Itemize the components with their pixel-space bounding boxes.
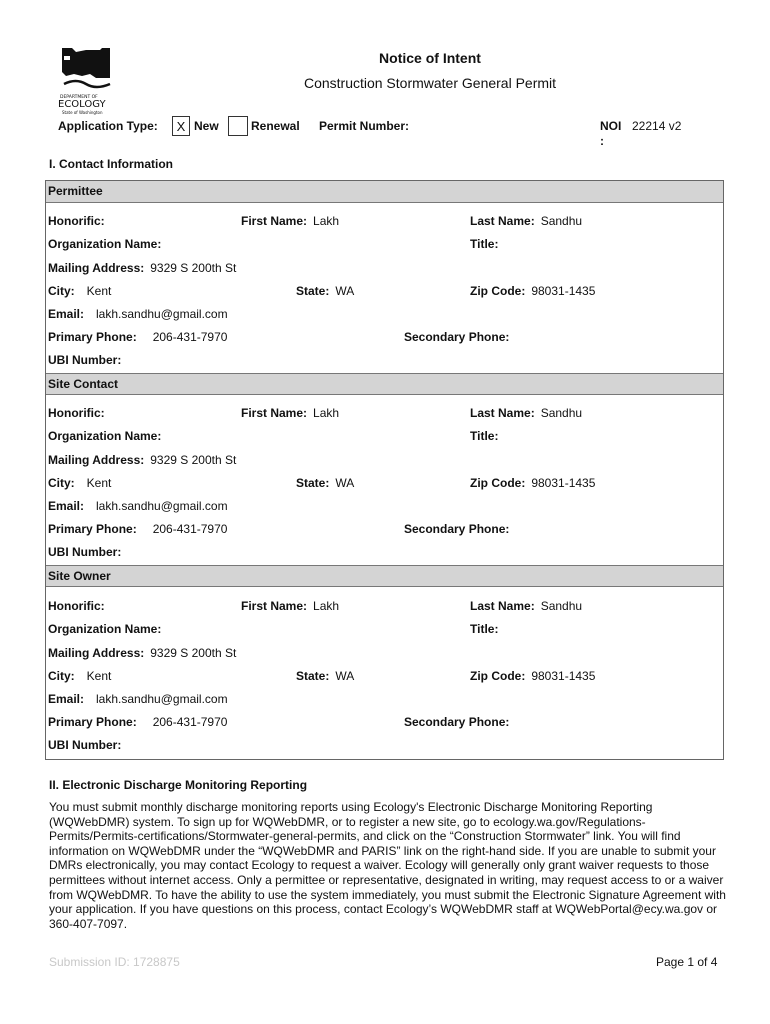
state-value: WA — [335, 669, 355, 683]
state-label: State: — [296, 669, 330, 683]
city-value: Kent — [86, 669, 112, 683]
city-label: City: — [48, 284, 75, 298]
last-name-label: Last Name: — [470, 214, 535, 228]
application-type-label: Application Type: — [58, 119, 158, 133]
mailing-address-field — [48, 261, 236, 275]
city-value: Kent — [86, 476, 112, 490]
secondary-phone-label: Secondary Phone: — [404, 330, 510, 344]
new-checkbox[interactable]: X — [172, 116, 190, 136]
city-field — [48, 284, 111, 298]
zip-code-value: 98031-1435 — [531, 284, 596, 298]
city-label: City: — [48, 669, 75, 683]
primary-phone-field — [48, 715, 227, 729]
city-value: Kent — [86, 284, 112, 298]
honorific-field — [48, 406, 111, 420]
svg-text:DEPARTMENT OF: DEPARTMENT OF — [60, 95, 98, 100]
section-edmr-title: II. Electronic Discharge Monitoring Reporting — [49, 778, 308, 792]
contact-group-site-contact — [46, 373, 723, 565]
city-field — [48, 476, 111, 490]
honorific-label: Honorific: — [48, 214, 105, 228]
first-name-label: First Name: — [241, 599, 308, 613]
contact-information-box — [45, 180, 724, 760]
first-name-field — [241, 599, 339, 613]
last-name-label: Last Name: — [470, 406, 535, 420]
primary-phone-label: Primary Phone: — [48, 522, 137, 536]
state-value: WA — [335, 476, 355, 490]
first-name-label: First Name: — [241, 214, 308, 228]
primary-phone-value: 206-431-7970 — [152, 715, 228, 729]
email-value: lakh.sandhu@gmail.com — [96, 499, 228, 513]
secondary-phone-label: Secondary Phone: — [404, 715, 510, 729]
zip-code-label: Zip Code: — [470, 669, 526, 683]
page-subtitle: Construction Stormwater General Permit — [303, 75, 557, 91]
zip-code-label: Zip Code: — [470, 476, 526, 490]
primary-phone-label: Primary Phone: — [48, 715, 137, 729]
mailing-address-label: Mailing Address: — [48, 453, 145, 467]
first-name-field — [241, 214, 339, 228]
page-number: Page 1 of 4 — [656, 955, 718, 969]
last-name-field — [470, 599, 582, 613]
last-name-value: Sandhu — [540, 406, 583, 420]
application-type-row — [58, 116, 738, 148]
primary-phone-value: 206-431-7970 — [152, 522, 228, 536]
primary-phone-label: Primary Phone: — [48, 330, 137, 344]
new-label: New — [194, 119, 219, 133]
state-label: State: — [296, 476, 330, 490]
last-name-field — [470, 406, 582, 420]
renewal-label: Renewal — [251, 119, 300, 133]
email-field — [48, 307, 228, 321]
first-name-value: Lakh — [313, 406, 340, 420]
zip-code-label: Zip Code: — [470, 284, 526, 298]
contact-group-permittee — [46, 181, 723, 373]
secondary-phone-field — [404, 330, 515, 344]
organization-field — [48, 622, 167, 636]
contact-heading: Permittee — [46, 181, 723, 203]
secondary-phone-field — [404, 715, 515, 729]
ubi-number-field — [48, 738, 127, 752]
contact-heading: Site Owner — [46, 565, 723, 587]
contact-group-site-owner — [46, 565, 723, 761]
first-name-value: Lakh — [313, 214, 340, 228]
honorific-label: Honorific: — [48, 599, 105, 613]
zip-code-value: 98031-1435 — [531, 476, 596, 490]
last-name-field — [470, 214, 582, 228]
mailing-address-value: 9329 S 200th St — [150, 261, 237, 275]
svg-text:State of Washington: State of Washington — [62, 110, 103, 115]
honorific-label: Honorific: — [48, 406, 105, 420]
organization-label: Organization Name: — [48, 237, 162, 251]
noi-colon: : — [600, 134, 604, 148]
honorific-field — [48, 599, 111, 613]
email-field — [48, 499, 228, 513]
page-title: Notice of Intent — [379, 50, 481, 66]
zip-code-field — [470, 669, 595, 683]
city-label: City: — [48, 476, 75, 490]
email-value: lakh.sandhu@gmail.com — [96, 692, 228, 706]
organization-label: Organization Name: — [48, 622, 162, 636]
ubi-number-label: UBI Number: — [48, 738, 122, 752]
state-field — [296, 476, 354, 490]
secondary-phone-label: Secondary Phone: — [404, 522, 510, 536]
ubi-number-label: UBI Number: — [48, 353, 122, 367]
last-name-value: Sandhu — [540, 599, 583, 613]
first-name-label: First Name: — [241, 406, 308, 420]
last-name-value: Sandhu — [540, 214, 583, 228]
ubi-number-label: UBI Number: — [48, 545, 122, 559]
last-name-label: Last Name: — [470, 599, 535, 613]
mailing-address-field — [48, 646, 236, 660]
mailing-address-label: Mailing Address: — [48, 646, 145, 660]
state-field — [296, 669, 354, 683]
title-field — [470, 622, 504, 636]
honorific-field — [48, 214, 111, 228]
organization-field — [48, 237, 167, 251]
renewal-checkbox[interactable] — [228, 116, 248, 136]
state-value: WA — [335, 284, 355, 298]
state-label: State: — [296, 284, 330, 298]
noi-value: 22214 v2 — [632, 119, 682, 133]
title-label: Title: — [470, 622, 499, 636]
primary-phone-field — [48, 522, 227, 536]
mailing-address-label: Mailing Address: — [48, 261, 145, 275]
zip-code-value: 98031-1435 — [531, 669, 596, 683]
svg-text:ECOLOGY: ECOLOGY — [58, 99, 106, 110]
first-name-value: Lakh — [313, 599, 340, 613]
primary-phone-field — [48, 330, 227, 344]
mailing-address-value: 9329 S 200th St — [150, 646, 237, 660]
email-value: lakh.sandhu@gmail.com — [96, 307, 228, 321]
ubi-number-field — [48, 545, 127, 559]
title-label: Title: — [470, 429, 499, 443]
organization-field — [48, 429, 167, 443]
organization-label: Organization Name: — [48, 429, 162, 443]
state-field — [296, 284, 354, 298]
section-contact-information-title: I. Contact Information — [49, 157, 173, 171]
email-field — [48, 692, 228, 706]
title-field — [470, 237, 504, 251]
title-label: Title: — [470, 237, 499, 251]
noi-label: NOI — [600, 119, 622, 133]
zip-code-field — [470, 476, 595, 490]
mailing-address-field — [48, 453, 236, 467]
first-name-field — [241, 406, 339, 420]
secondary-phone-field — [404, 522, 515, 536]
zip-code-field — [470, 284, 595, 298]
city-field — [48, 669, 111, 683]
email-label: Email: — [48, 307, 85, 321]
contact-heading: Site Contact — [46, 373, 723, 395]
permit-number-label: Permit Number: — [319, 119, 410, 133]
mailing-address-value: 9329 S 200th St — [150, 453, 237, 467]
submission-id: Submission ID: 1728875 — [49, 955, 180, 969]
ubi-number-field — [48, 353, 127, 367]
title-field — [470, 429, 504, 443]
email-label: Email: — [48, 692, 85, 706]
section-edmr-body: You must submit monthly discharge monitoring reports using Ecology's Electronic Discharge Monitoring Reporting (WQWebDMR) system. To sign up for WQWebDMR, or to register a new site, go to ecology.wa.gov/Regulations-Permits/Permits-certifications/Stormwater-general-permits, and click on the “Construction Stormwater” link. You will find information on WQWebDMR under the “WQWebDMR and PARIS” link on the right-hand side. If you are unable to submit your DMRs electronically, you may contact Ecology to request a waiver. Ecology will generally only grant waiver requests to those permittees without internet access. Only a permittee or representative, designated in writing, may request access to or a waiver from WQWebDMR. To have the ability to use the system immediately, you must submit the Electronic Signature Agreement with your application. If you have questions on this process, contact Ecology’s WQWebDMR staff at WQWebPortal@ecy.wa.gov or 360-407-7097. — [49, 800, 726, 931]
primary-phone-value: 206-431-7970 — [152, 330, 228, 344]
email-label: Email: — [48, 499, 85, 513]
